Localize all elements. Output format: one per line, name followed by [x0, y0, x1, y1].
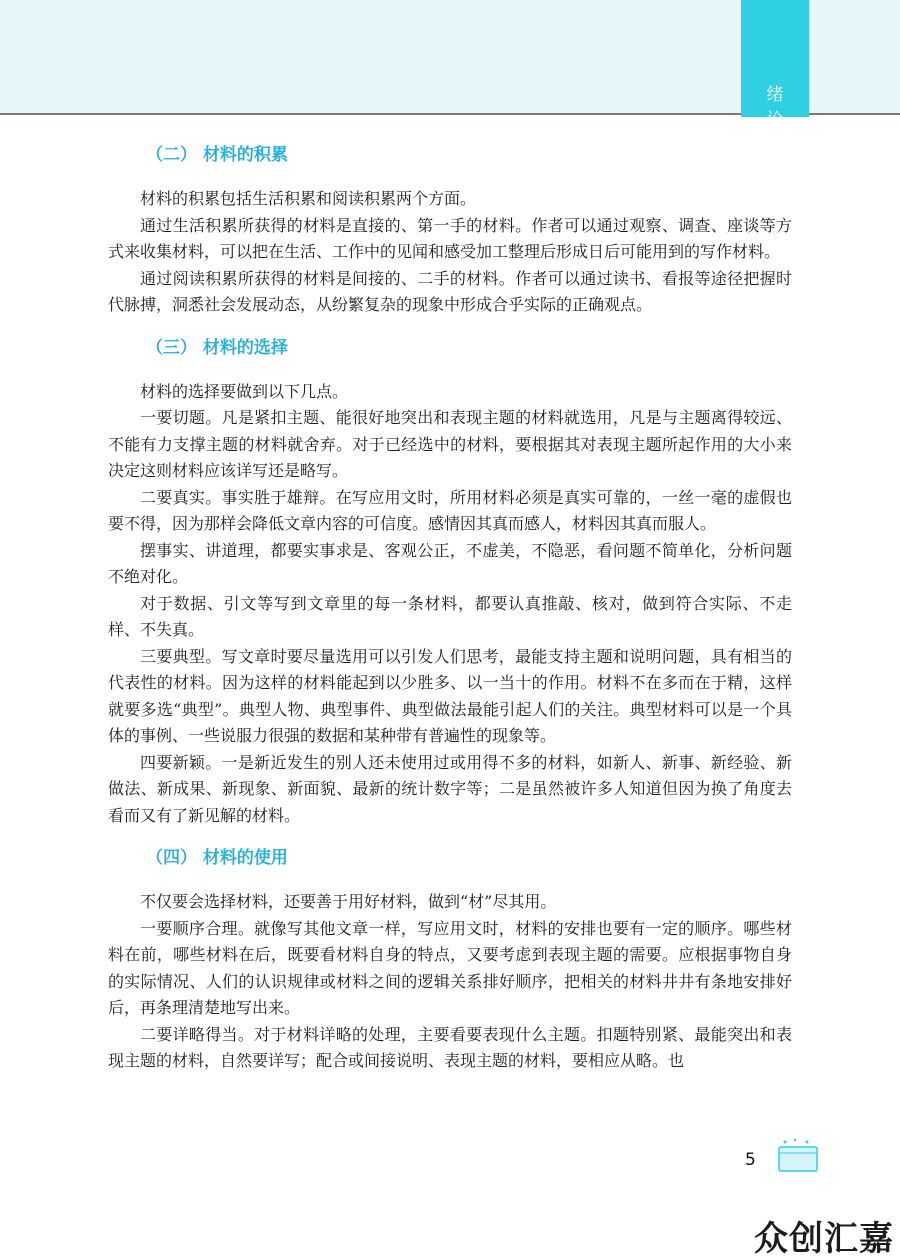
section-selection	[108, 331, 792, 830]
paragraph: 摆事实、讲道理，都要实事求是、客观公正，不虚美，不隐恶，看问题不简单化，分析问题不绝对化。	[108, 540, 792, 586]
chapter-tab	[741, 0, 809, 130]
paragraph: 二要详略得当。对于材料详略的处理，主要看要表现什么主题。扣题特别紧、最能突出和表现主题的材料，自然要详写；配合或间接说明、表现主题的材料，要相应从略。也	[108, 1024, 792, 1070]
paragraph: 对于数据、引文等写到文章里的每一条材料，都要认真推敲、核对，做到符合实际、不走样、不失真。	[108, 593, 792, 639]
screen-icon	[775, 1137, 821, 1175]
paragraph: 四要新颖。一是新近发生的别人还未使用过或用得不多的材料，如新人、新事、新经验、新做法、新成果、新现象、新面貌、最新的统计数字等；二是虽然被许多人知道但因为换了角度去看而又有了新见解的材料。	[108, 752, 792, 825]
watermark-logo: 众创汇嘉	[754, 1219, 894, 1259]
section-usage	[108, 841, 792, 1075]
page-number: 5	[745, 1150, 756, 1170]
paragraph: 一要顺序合理。就像写其他文章一样，写应用文时，材料的安排也要有一定的顺序。哪些材料在前，哪些材料在后，既要看材料自身的特点，又要考虑到表现主题的需要。应根据事物自身的实际情况、人们的认识规律或材料之间的逻辑关系排好顺序，把相关的材料井井有条地安排好后，再条理清楚地写出来。	[108, 918, 792, 1017]
page-body	[108, 138, 792, 1075]
paragraph: 不仅要会选择材料，还要善于用好材料，做到“材”尽其用。	[140, 892, 557, 911]
paragraph: 通过生活积累所获得的材料是直接的、第一手的材料。作者可以通过观察、调查、座谈等方式来收集材料，可以把在生活、工作中的见闻和感受加工整理后形成日后可能用到的写作材料。	[108, 215, 792, 261]
paragraph: 二要真实。事实胜于雄辩。在写应用文时，所用材料必须是真实可靠的，一丝一毫的虚假也要不得，因为那样会降低文章内容的可信度。感情因其真而感人，材料因其真而服人。	[108, 487, 792, 533]
section-accumulation	[108, 138, 792, 319]
section-heading: （三） 材料的选择	[146, 337, 288, 358]
paragraph: 材料的选择要做到以下几点。	[140, 381, 349, 401]
section-heading: （二） 材料的积累	[146, 145, 288, 165]
paragraph: 通过阅读积累所获得的材料是间接的、二手的材料。作者可以通过读书、看报等途径把握时代脉搏，洞悉社会发展动态，从纷繁复杂的现象中形成合乎实际的正确观点。	[108, 268, 792, 314]
chapter-label: 绪论	[766, 85, 798, 130]
paragraph: 三要典型。写文章时要尽量选用可以引发人们思考，最能支持主题和说明问题，具有相当的代表性的材料。因为这样的材料能起到以少胜多、以一当十的作用。材料不在多而在于精，这样就要多选“典型”。典型人物、典型事件、典型做法最能引起人们的关注。典型材料可以是一个具体的事例、一些说服力很强的数据和某种带有普遍性的现象等。	[108, 646, 792, 745]
paragraph: 一要切题。凡是紧扣主题、能很好地突出和表现主题的材料就选用，凡是与主题离得较远、不能有力支撑主题的材料就舍弃。对于已经选中的材料，要根据其对表现主题所起作用的大小来决定这则材料应该详写还是略写。	[108, 408, 792, 480]
section-heading: （四） 材料的使用	[146, 848, 288, 868]
paragraph: 材料的积累包括生活积累和阅读积累两个方面。	[140, 189, 477, 208]
